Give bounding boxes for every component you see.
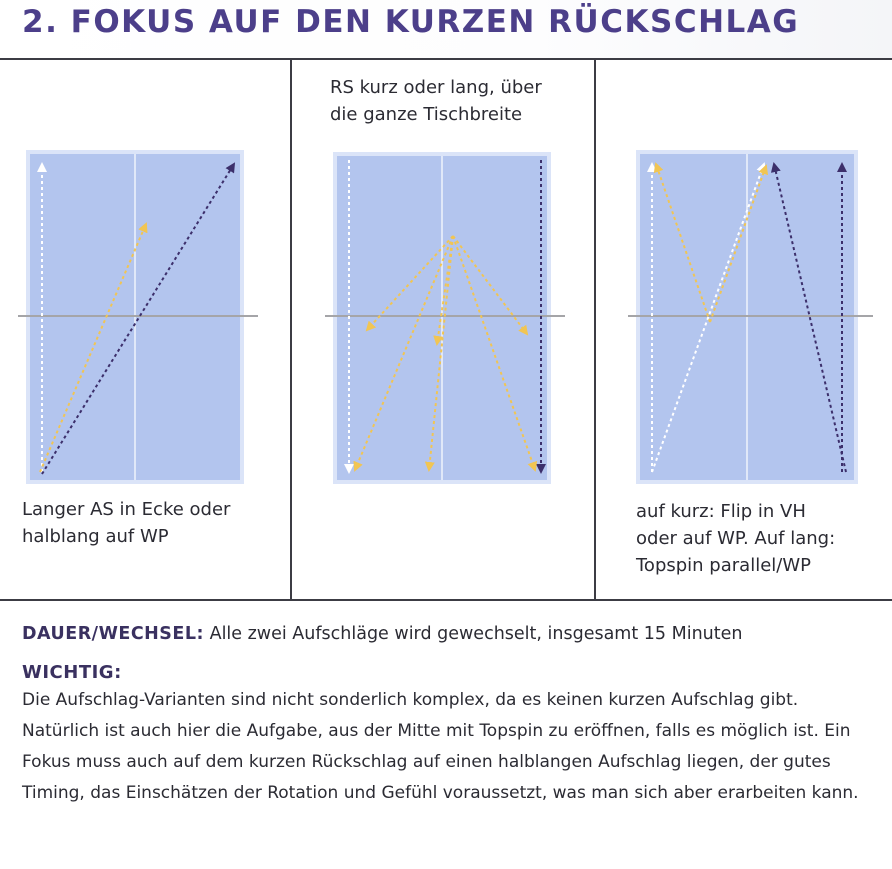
caption-diagram-2: RS kurz oder lang, über die ganze Tischbreite [330,77,542,125]
page-title: 2. FOKUS AUF DEN KURZEN RÜCKSCHLAG [22,4,800,40]
duration-label: DAUER/WECHSEL: [22,624,205,644]
important-label: WICHTIG: [22,662,122,683]
table-diagram-1 [18,150,258,490]
bottom-divider [0,599,892,601]
table-diagram-2 [325,152,565,487]
duration-text: Alle zwei Aufschläge wird gewechselt, insgesamt 15 Minuten [204,624,743,644]
column-divider-1 [290,59,292,600]
caption-diagram-3: auf kurz: Flip in VH oder auf WP. Auf lang: Topspin parallel/WP [636,501,836,576]
table-diagram-3 [628,150,873,490]
column-divider-2 [594,59,596,600]
info-section [22,620,872,809]
caption-diagram-1: Langer AS in Ecke oder halblang auf WP [22,499,231,547]
top-divider [0,58,892,60]
important-text: Die Aufschlag-Varianten sind nicht sonderlich komplex, da es keinen kurzen Aufschlag gibt. Natürlich ist auch hier die Aufgabe, aus der Mitte mit Topspin zu eröffnen, falls es möglich ist. Ein Fokus muss auch auf dem kurzen Rückschlag auf einen halblangen Aufschlag liegen, der gutes Timing, das Einschätzen der Rotation und Gefühl voraussetzt, was man sich aber erarbeiten kann. [22,690,859,803]
duration-line [22,620,872,648]
